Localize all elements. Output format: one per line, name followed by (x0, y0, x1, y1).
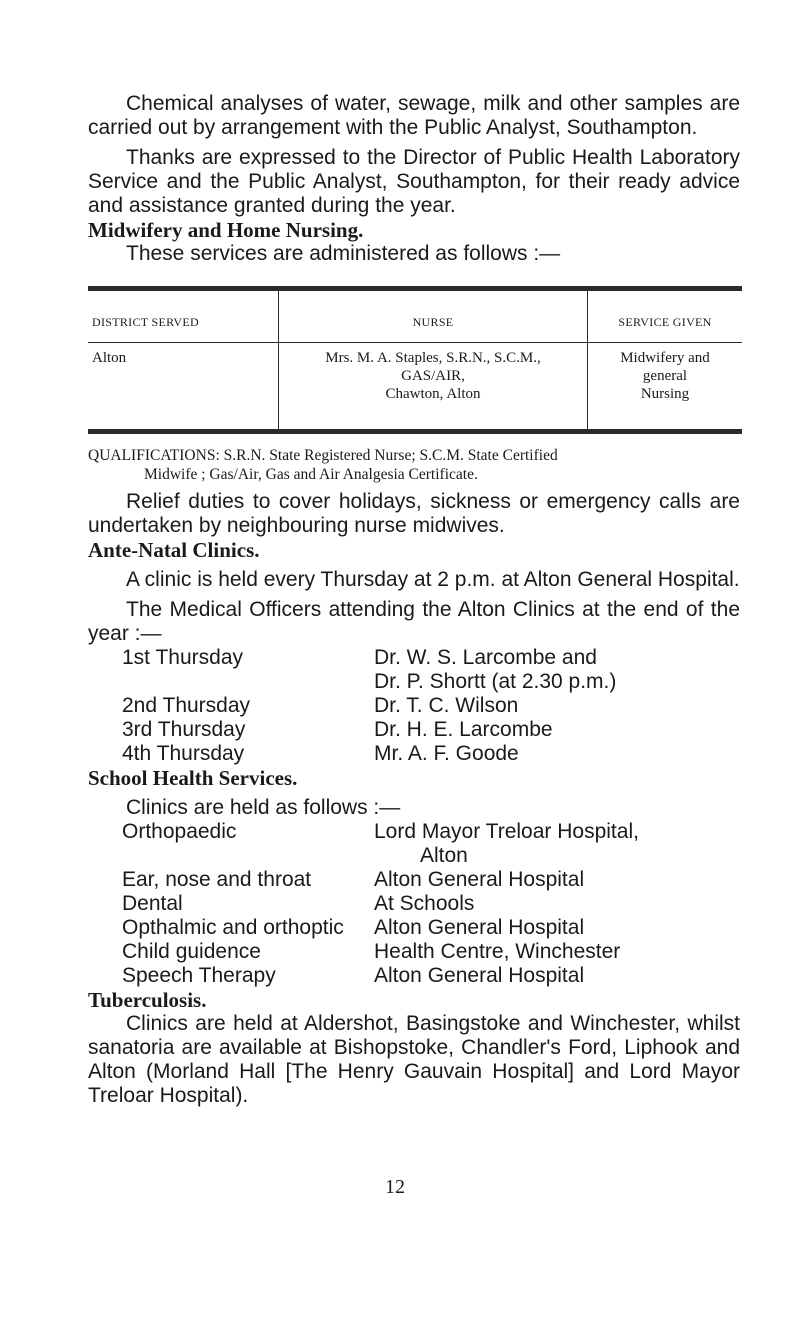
schedule-day (122, 670, 374, 694)
schedule-day: 4th Thursday (122, 742, 245, 765)
clinic-type: Orthopaedic (122, 820, 237, 843)
schedule-day: 1st Thursday (122, 646, 244, 669)
header-nurse: NURSE (279, 289, 588, 343)
service-cell (588, 343, 743, 432)
school-health-heading: School Health Services. (88, 766, 298, 790)
clinic-location: Health Centre, Winchester (374, 940, 621, 963)
nurse-table (88, 286, 742, 434)
header-service: SERVICE GIVEN (588, 289, 743, 343)
intro-paragraph-1: Chemical analyses of water, sewage, milk and other samples are carried out by arrangement with the Public Analyst, Southampton. (88, 92, 740, 139)
clinic-location: Alton (420, 844, 468, 867)
table-row (88, 343, 742, 432)
intro-paragraph-2: Thanks are expressed to the Director of Public Health Laboratory Service and the Public Analyst, Southampton, for their ready advice and assistance granted during the year. (88, 146, 740, 217)
schedule-officer: Dr. P. Shortt (at 2.30 p.m.) (374, 670, 617, 693)
qualifications-note (88, 446, 740, 484)
qualifications-line-1: QUALIFICATIONS: S.R.N. State Registered Nurse; S.C.M. State Certified (88, 447, 558, 464)
nurse-table-header (88, 289, 742, 343)
clinic-location: At Schools (374, 892, 475, 915)
document-page (88, 92, 740, 1108)
antenatal-paragraph-2: The Medical Officers attending the Alton Clinics at the end of the year :— (88, 598, 740, 645)
nurse-address: Chawton, Alton (385, 386, 481, 402)
nurse-cell (279, 343, 588, 432)
antenatal-heading: Ante-Natal Clinics. (88, 538, 260, 562)
clinic-location: Alton General Hospital (374, 916, 585, 939)
schedule-day: 2nd Thursday (122, 694, 251, 717)
page-number: 12 (385, 1176, 405, 1198)
clinic-type: Ear, nose and throat (122, 868, 312, 891)
school-clinics-list (88, 820, 740, 988)
service-line-1: Midwifery and (620, 350, 710, 366)
schedule-day: 3rd Thursday (122, 718, 246, 741)
tuberculosis-heading: Tuberculosis. (88, 988, 207, 1012)
antenatal-paragraph-1: A clinic is held every Thursday at 2 p.m. at Alton General Hospital. (126, 568, 740, 591)
schedule-officer: Dr. H. E. Larcombe (374, 718, 553, 741)
antenatal-schedule (88, 646, 740, 766)
service-line-2: general (642, 368, 688, 384)
relief-paragraph: Relief duties to cover holidays, sickness or emergency calls are undertaken by neighbouring nurse midwives. (88, 490, 740, 537)
clinic-type (122, 844, 374, 868)
nurse-qualification: GAS/AIR, (401, 368, 465, 384)
clinic-type: Dental (122, 892, 183, 915)
clinic-location: Alton General Hospital (374, 868, 585, 891)
clinic-location: Alton General Hospital (374, 964, 585, 987)
midwifery-intro: These services are administered as follows :— (126, 242, 561, 265)
service-line-3: Nursing (640, 386, 690, 402)
nurse-name: Mrs. M. A. Staples, S.R.N., S.C.M., (325, 350, 541, 366)
clinic-type: Speech Therapy (122, 964, 276, 987)
schedule-officer: Dr. T. C. Wilson (374, 694, 519, 717)
district-cell: Alton (92, 350, 127, 366)
school-health-intro: Clinics are held as follows :— (126, 796, 401, 819)
clinic-type: Child guidence (122, 940, 261, 963)
header-district: DISTRICT SERVED (88, 289, 279, 343)
schedule-officer: Dr. W. S. Larcombe and (374, 646, 597, 669)
clinic-location: Lord Mayor Treloar Hospital, (374, 820, 639, 843)
schedule-officer: Mr. A. F. Goode (374, 742, 519, 765)
qualifications-line-2: Midwife ; Gas/Air, Gas and Air Analgesia Certificate. (144, 466, 478, 483)
clinic-type: Opthalmic and orthoptic (122, 916, 344, 939)
tuberculosis-paragraph: Clinics are held at Aldershot, Basingstoke and Winchester, whilst sanatoria are available at Bishopstoke, Chandler's Ford, Liphook and Alton (Morland Hall [The Henry Gauvain Hospital] and Lord Mayor Treloar Hospital). (88, 1012, 740, 1107)
midwifery-heading: Midwifery and Home Nursing. (88, 218, 364, 242)
